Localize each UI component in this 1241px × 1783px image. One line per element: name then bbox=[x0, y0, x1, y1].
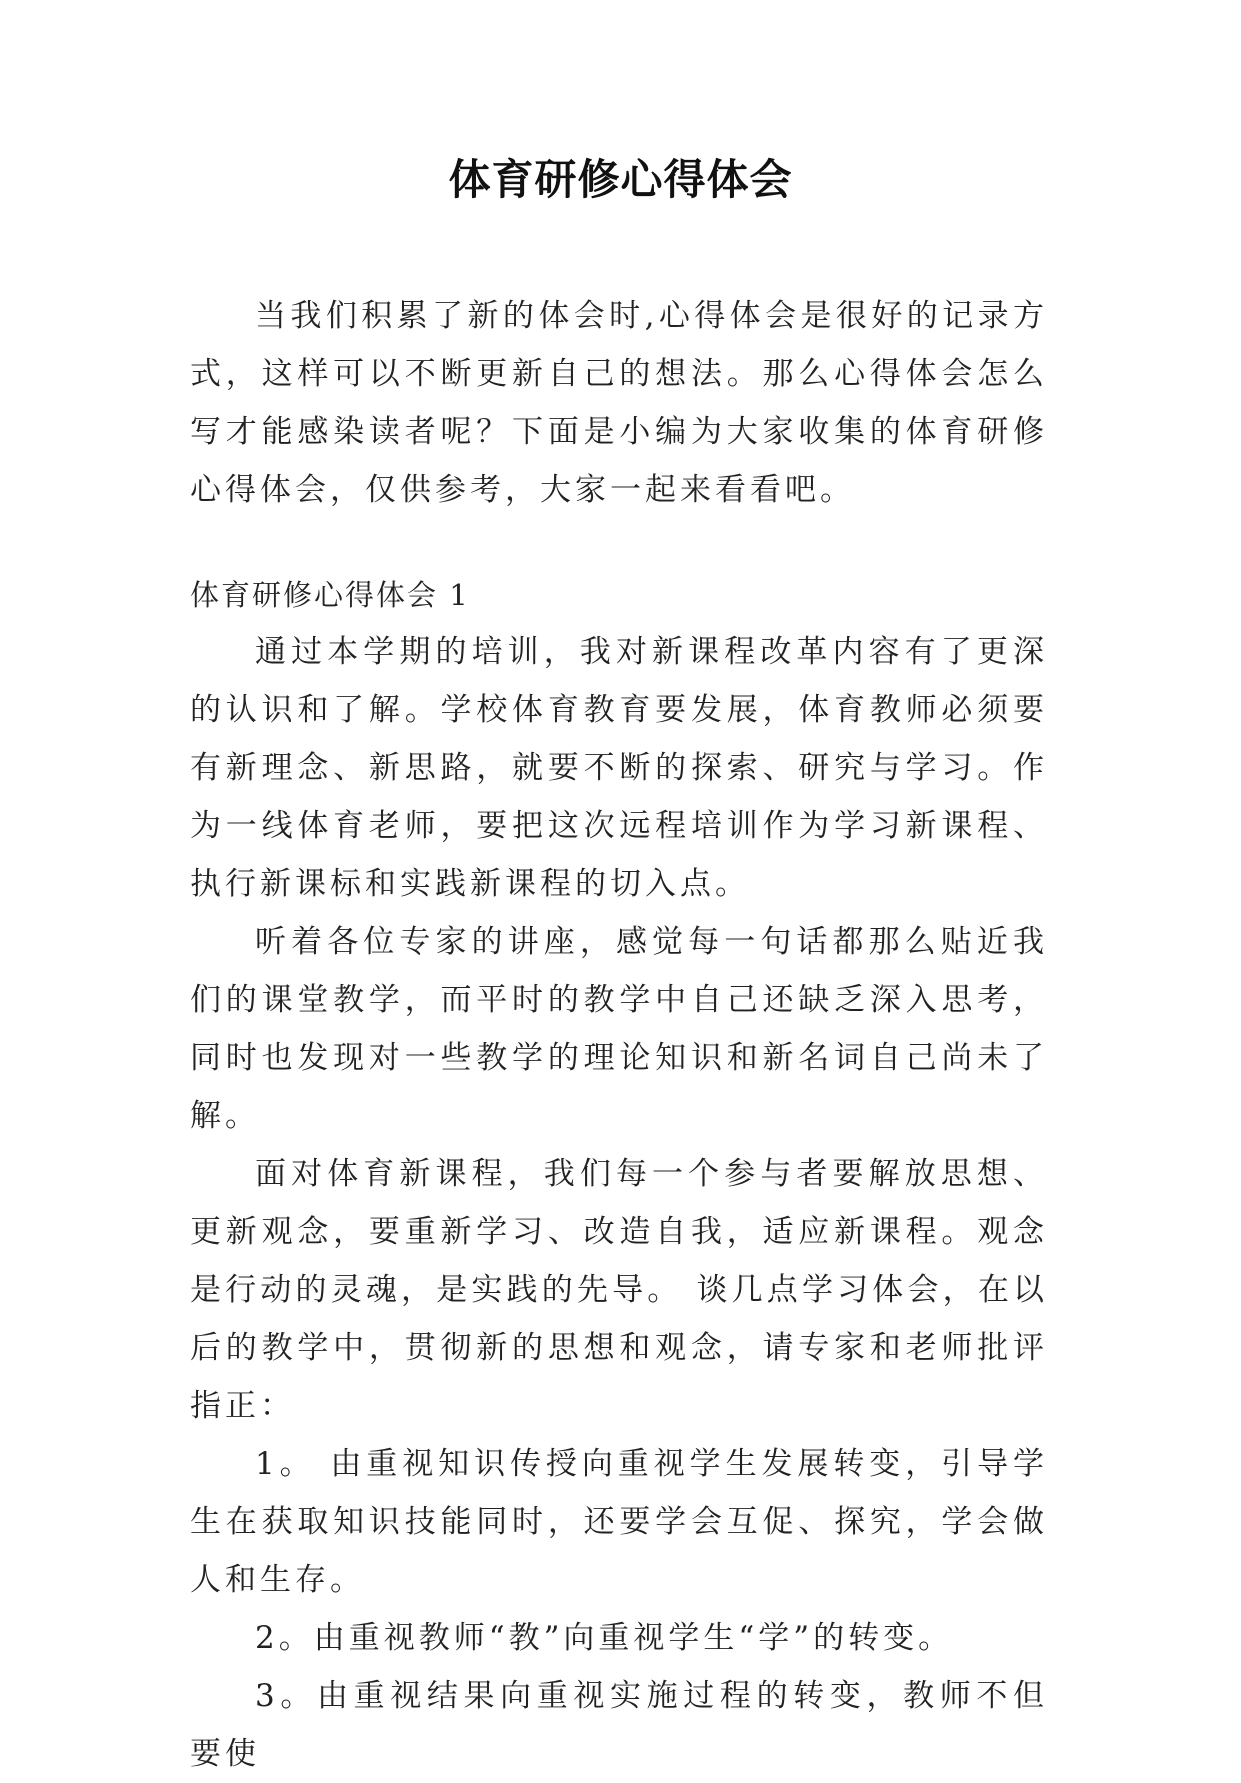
list-item-3: 3。由重视结果向重视实施过程的转变，教师不但要使 bbox=[190, 1678, 1048, 1772]
body-paragraph: 通过本学期的培训，我对新课程改革内容有了更深的认识和了解。学校体育教育要发展，体育教师必须要有新理念、新思路，就要不断的探索、研究与学习。作为一线体育老师，要把这次远程培训作为学习新课程、执行新课标和实践新课程的切入点。 bbox=[190, 634, 1048, 902]
section-heading: 体育研修心得体会 1 bbox=[190, 578, 470, 612]
document-body bbox=[190, 287, 1048, 1783]
body-paragraph: 面对体育新课程，我们每一个参与者要解放思想、更新观念，要重新学习、改造自我，适应新课程。观念是行动的灵魂，是实践的先导。 谈几点学习体会，在以后的教学中，贯彻新的思想和观念，请专家和老师批评指正： bbox=[190, 1156, 1048, 1424]
list-item-2: 2。由重视教师“教”向重视学生“学”的转变。 bbox=[255, 1620, 954, 1656]
intro-paragraph: 当我们积累了新的体会时,心得体会是很好的记录方式，这样可以不断更新自己的想法。那么心得体会怎么写才能感染读者呢？下面是小编为大家收集的体育研修心得体会，仅供参考，大家一起来看看吧。 bbox=[190, 298, 1048, 508]
list-item-1: 1。 由重视知识传授向重视学生发展转变，引导学生在获取知识技能同时，还要学会互促、探究，学会做人和生存。 bbox=[190, 1446, 1048, 1598]
body-paragraph: 听着各位专家的讲座，感觉每一句话都那么贴近我们的课堂教学，而平时的教学中自己还缺乏深入思考，同时也发现对一些教学的理论知识和新名词自己尚未了解。 bbox=[190, 924, 1048, 1134]
document-title: 体育研修心得体会 bbox=[448, 155, 793, 204]
